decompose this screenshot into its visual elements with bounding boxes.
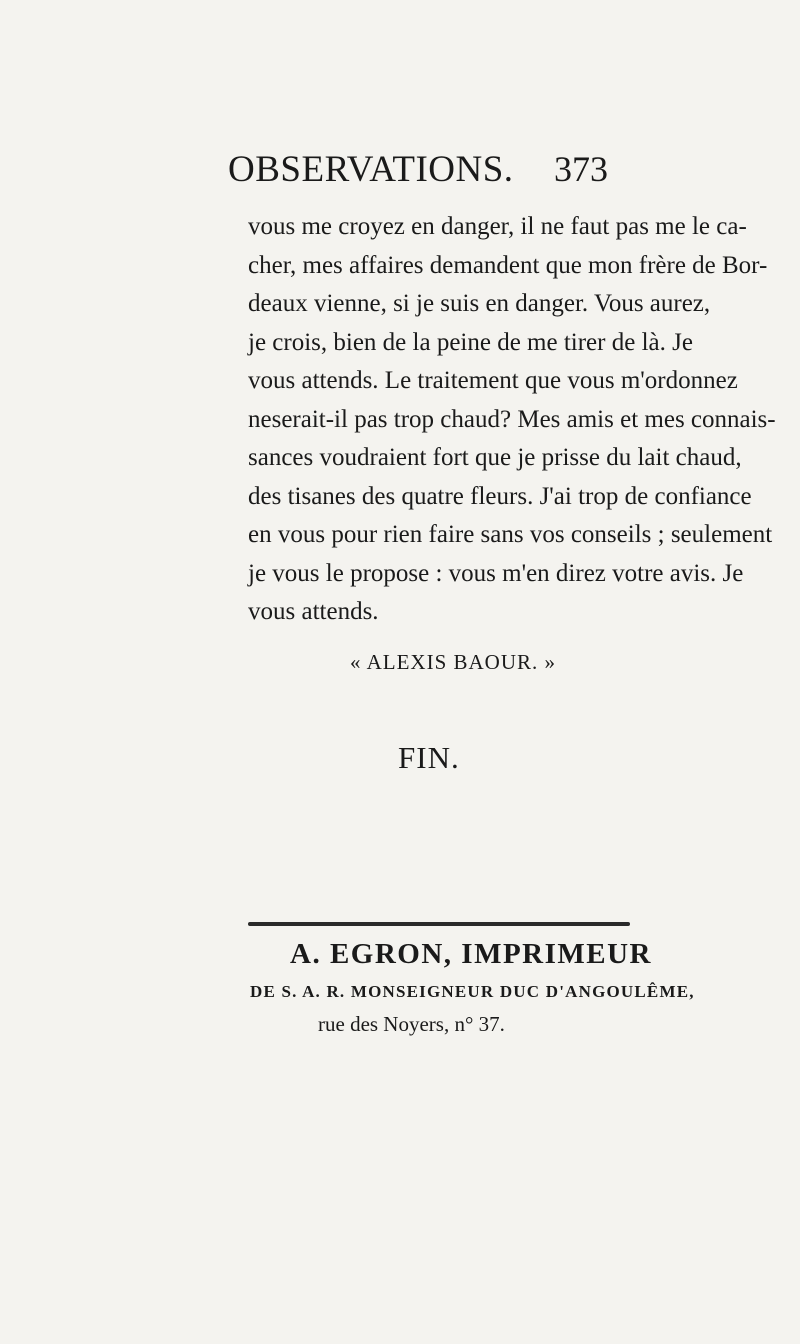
text-line: vous attends. Le traitement que vous m'ordonnez: [248, 367, 738, 394]
divider-rule: [248, 922, 630, 926]
text-line: deaux vienne, si je suis en danger. Vous aurez,: [248, 290, 711, 317]
text-line: neserait-il pas trop chaud? Mes amis et mes connais-: [248, 405, 776, 433]
printer-address: rue des Noyers, n° 37.: [318, 1012, 505, 1036]
end-mark: FIN.: [398, 740, 460, 775]
running-head: [228, 148, 608, 198]
text-line: en vous pour rien faire sans vos conseils ; seulement: [248, 521, 773, 548]
text-line: je crois, bien de la peine de me tirer de là. Je: [248, 328, 693, 356]
text-line: je vous le propose : vous m'en direz votre avis. Je: [248, 559, 744, 587]
text-line: sances voudraient fort que je prisse du lait chaud,: [248, 444, 742, 471]
running-title: OBSERVATIONS.: [228, 149, 514, 190]
printer-name: A. EGRON, IMPRIMEUR: [290, 938, 652, 970]
text-line: cher, mes affaires demandent que mon frère de Bor-: [248, 251, 768, 279]
letter-body: [248, 208, 776, 632]
text-line: des tisanes des quatre fleurs. J'ai trop de confiance: [248, 482, 752, 510]
page-number: 373: [554, 149, 608, 189]
text-line: vous attends.: [248, 598, 379, 625]
signature: « ALEXIS BAOUR. »: [350, 650, 557, 674]
printer-title: DE S. A. R. MONSEIGNEUR DUC D'ANGOULÊME,: [250, 982, 695, 1001]
text-line: vous me croyez en danger, il ne faut pas me le ca-: [248, 213, 747, 240]
